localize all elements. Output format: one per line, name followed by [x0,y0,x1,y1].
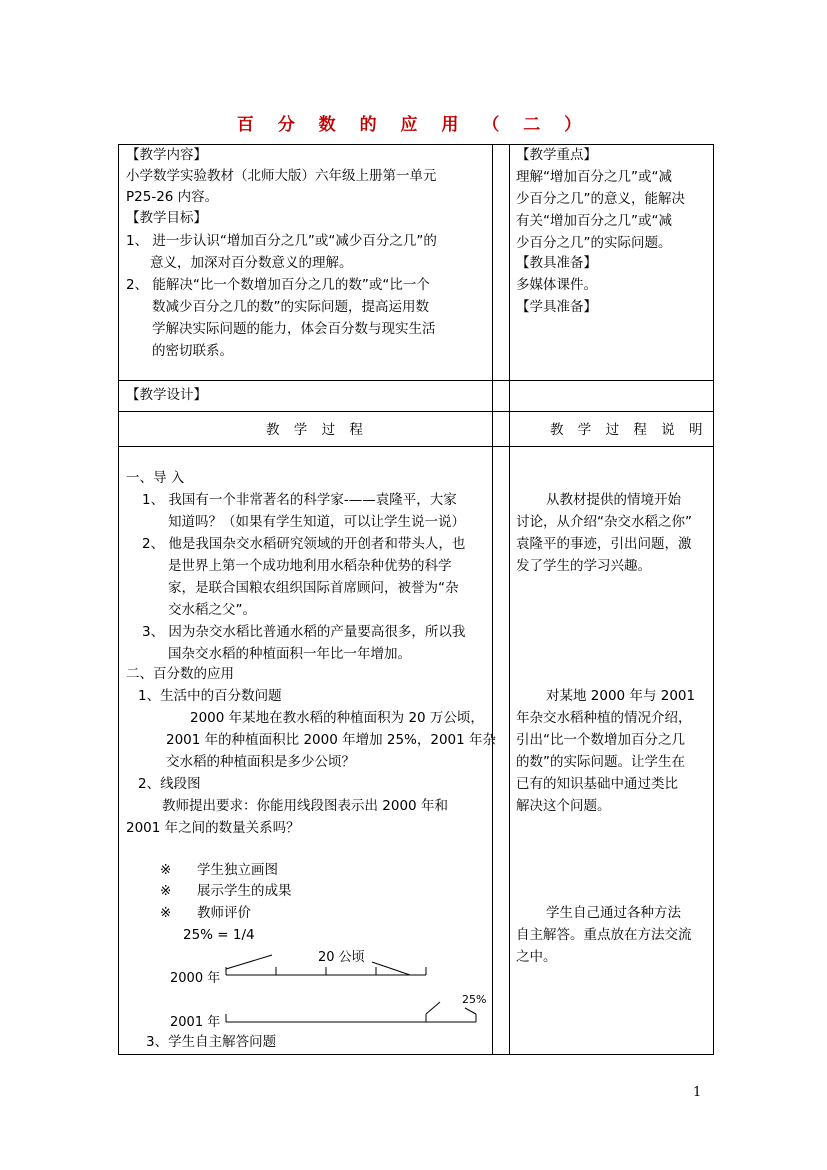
text-line: 1、 我国有一个非常著名的科学家-——袁隆平，大家 [142,492,457,508]
section-heading: 【教学内容】 [126,147,207,163]
text-line: 意义，加深对百分数意义的理解。 [150,255,353,271]
text-line: 少百分之几”的意义，能解决 [516,191,685,207]
text-line: 交水稻之父”。 [168,602,256,618]
text-line: 的密切联系。 [152,343,233,359]
text-line: 引出“比一个数增加百分之几 [516,732,685,748]
text-line: P25-26 内容。 [126,189,219,205]
text-line: 发了学生的学习兴趣。 [516,558,651,574]
text-line: 教师提出要求：你能用线段图表示出 2000 年和 [162,798,448,814]
text-line: 2001 年之间的数量关系吗？ [126,820,300,836]
text-line: 25% = 1/4 [183,927,255,943]
text-line: 从教材提供的情境开始 [546,492,681,508]
diagram-percent: 25% [462,993,487,1006]
section-heading: 【教具准备】 [516,255,597,271]
text-line: 有关“增加百分之几”或“减 [516,213,672,229]
text-line: 少百分之几”的实际问题。 [516,235,672,251]
bullet-line: ※ 学生独立画图 [160,862,279,878]
text-line: 已有的知识基础中通过类比 [516,776,678,792]
diagram-year-2000: 2000 年 [170,971,221,986]
text-line: 家，是联合国粮农组织国际首席顾问，被誉为“杂 [168,580,459,596]
explain-header: 教 学 过 程 说 明 [550,422,708,438]
text-line: 交水稻的种植面积是多少公顷？ [166,754,355,770]
text-line: 小学数学实验教材（北师大版）六年级上册第一单元 [126,168,437,184]
text-line: 年杂交水稻种植的情况介绍， [516,710,692,726]
text-line: 是世界上第一个成功地利用水稻杂种优势的科学 [168,558,452,574]
text-line: 的数”的实际问题。让学生在 [516,754,685,770]
text-line: 学生自己通过各种方法 [546,905,681,921]
text-line: 理解“增加百分之几”或“减 [516,169,672,185]
text-line: 讨论，从介绍“杂交水稻之你” [516,514,692,530]
bullet-line: ※ 展示学生的成果 [160,883,292,899]
design-label: 【教学设计】 [126,387,207,403]
text-line: 解决这个问题。 [516,798,611,814]
text-line: 3、 因为杂交水稻比普通水稻的产量要高很多，所以我 [142,624,466,640]
diagram-top-label: 20 公顷 [318,950,365,965]
section-heading: 【教学重点】 [516,147,597,163]
bullet-line: ※ 教师评价 [160,905,252,921]
text-line: 3、学生自主解答问题 [146,1034,277,1050]
segment-2001 [226,1002,476,1022]
text-line: 1、生活中的百分数问题 [138,688,282,704]
section-heading: 【学具准备】 [516,299,597,315]
text-line: 2001 年的种植面积比 2000 年增加 25%，2001 年杂 [166,732,497,748]
text-line: 知道吗？（如果有学生知道，可以让学生说一说） [168,514,465,530]
process-header: 教 学 过 程 [266,422,368,438]
text-line: 学解决实际问题的能力，体会百分数与现实生活 [152,321,436,337]
page-title: 百 分 数 的 应 用 （ 二 ） [236,115,591,135]
text-line: 数减少百分之几的数”的实际问题，提高运用数 [152,299,429,315]
text-line: 1、 进一步认识“增加百分之几”或“减少百分之几”的 [126,233,437,249]
text-line: 二、百分数的应用 [126,666,234,682]
segment-diagram [160,940,490,1040]
diagram-year-2001: 2001 年 [170,1015,221,1030]
text-line: 2、 他是我国杂交水稻研究领域的开创者和带头人，也 [142,536,466,552]
page-number: 1 [693,1085,702,1100]
text-line: 2、线段图 [138,776,201,792]
text-line: 一、导 入 [126,470,185,486]
section-heading: 【教学目标】 [126,210,207,226]
text-line: 多媒体课件。 [516,277,597,293]
text-line: 袁隆平的事迹，引出问题，激 [516,536,692,552]
text-line: 2000 年某地在教水稻的种植面积为 20 万公顷， [190,710,484,726]
text-line: 自主解答。重点放在方法交流 [516,927,692,943]
text-line: 之中。 [516,949,557,965]
text-line: 2、 能解决“比一个数增加百分之几的数”或“比一个 [126,277,430,293]
text-line: 对某地 2000 年与 2001 [546,688,696,704]
text-line: 国杂交水稻的种植面积一年比一年增加。 [168,646,411,662]
